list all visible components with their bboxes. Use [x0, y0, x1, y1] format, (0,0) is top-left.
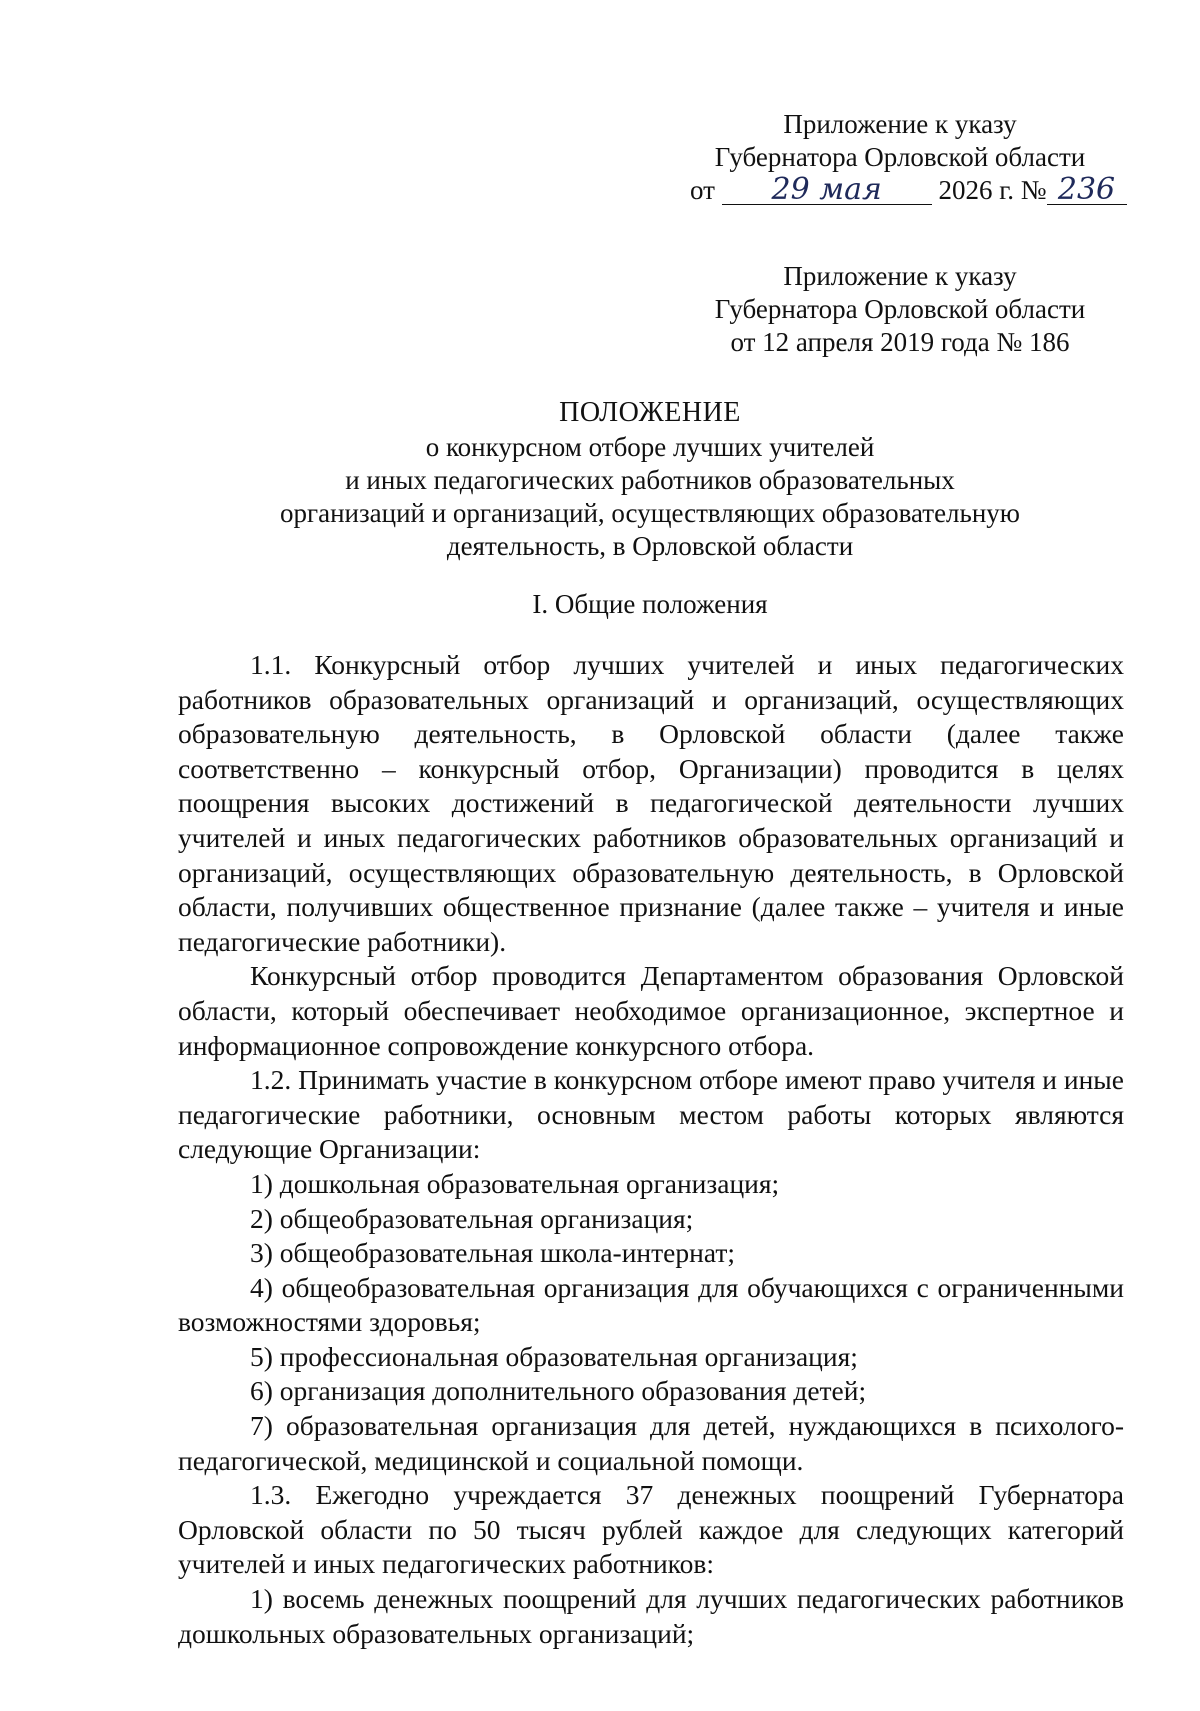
handwritten-number: 236 — [1057, 172, 1116, 207]
list-item: 2) общеобразовательная организация; — [250, 1202, 694, 1234]
amendment-header-line1: Приложение к указу — [783, 109, 1017, 139]
list-item: 6) организация дополнительного образования детей; — [250, 1375, 867, 1407]
list-item: 1) восемь денежных поощрений для лучших педагогических работников дошкольных образовательных организаций; — [178, 1583, 1124, 1649]
document-subtitle-line4: деятельность, в Орловской области — [446, 531, 854, 561]
document-title-block — [170, 396, 1130, 563]
section-heading: I. Общие положения — [532, 589, 768, 619]
paragraph-1-3: 1.3. Ежегодно учреждается 37 денежных поощрений Губернатора Орловской области по 50 тысяч рублей каждое для следующих категорий учителей и иных педагогических работников: — [178, 1479, 1124, 1580]
original-header-line3: от 12 апреля 2019 года № 186 — [730, 327, 1070, 357]
paragraph-1-2: 1.2. Принимать участие в конкурсном отборе имеют право учителя и иные педагогические работники, основным местом работы которых являются следующие Организации: — [178, 1064, 1124, 1165]
list-item: 7) образовательная организация для детей, нуждающихся в психолого-педагогической, медицинской и социальной помощи. — [178, 1410, 1124, 1476]
document-title: ПОЛОЖЕНИЕ — [559, 397, 741, 428]
list-item: 4) общеобразовательная организация для обучающихся с ограниченными возможностями здоровья; — [178, 1271, 1124, 1338]
number-blank — [1047, 172, 1127, 207]
handwritten-date: 29 мая — [771, 172, 882, 207]
list-item: 3) общеобразовательная школа-интернат; — [250, 1237, 735, 1269]
document-subtitle-line1: о конкурсном отборе лучших учителей — [425, 432, 875, 462]
list-item: 1) дошкольная образовательная организация; — [250, 1167, 780, 1199]
amendment-header-line2: Губернатора Орловской области — [714, 142, 1086, 172]
date-blank — [722, 172, 932, 207]
list-item: 5) профессиональная образовательная организация; — [250, 1340, 858, 1372]
original-header — [690, 260, 1110, 359]
paragraph-1-1: 1.1. Конкурсный отбор лучших учителей и иных педагогических работников образовательных организаций и организаций, осуществляющих образовательную деятельность, в Орловской области (далее также соответственно – конкурсный отбор, Организации) проводится в целях поощрения высоких достижений в педагогической деятельности лучших учителей и иных педагогических работников образовательных организаций и организаций, осуществляющих образовательную деятельность, в Орловской области, получивших общественное признание (далее также – учителя и иные педагогические работники). — [178, 649, 1124, 957]
paragraph-1-1-continued: Конкурсный отбор проводится Департаментом образования Орловской области, который обеспечивает необходимое организационное, экспертное и информационное сопровождение конкурсного отбора. — [178, 960, 1124, 1061]
amendment-header — [690, 108, 1116, 207]
date-prefix: от — [690, 175, 715, 205]
amendment-date-line — [690, 172, 1116, 207]
year-suffix: 2026 г. № — [938, 175, 1047, 205]
original-header-line2: Губернатора Орловской области — [714, 294, 1086, 324]
document-subtitle-line3: организаций и организаций, осуществляющих образовательную — [280, 498, 1020, 528]
original-header-line1: Приложение к указу — [783, 261, 1017, 291]
document-subtitle-line2: и иных педагогических работников образовательных — [345, 465, 955, 495]
document-body — [178, 648, 1124, 1651]
